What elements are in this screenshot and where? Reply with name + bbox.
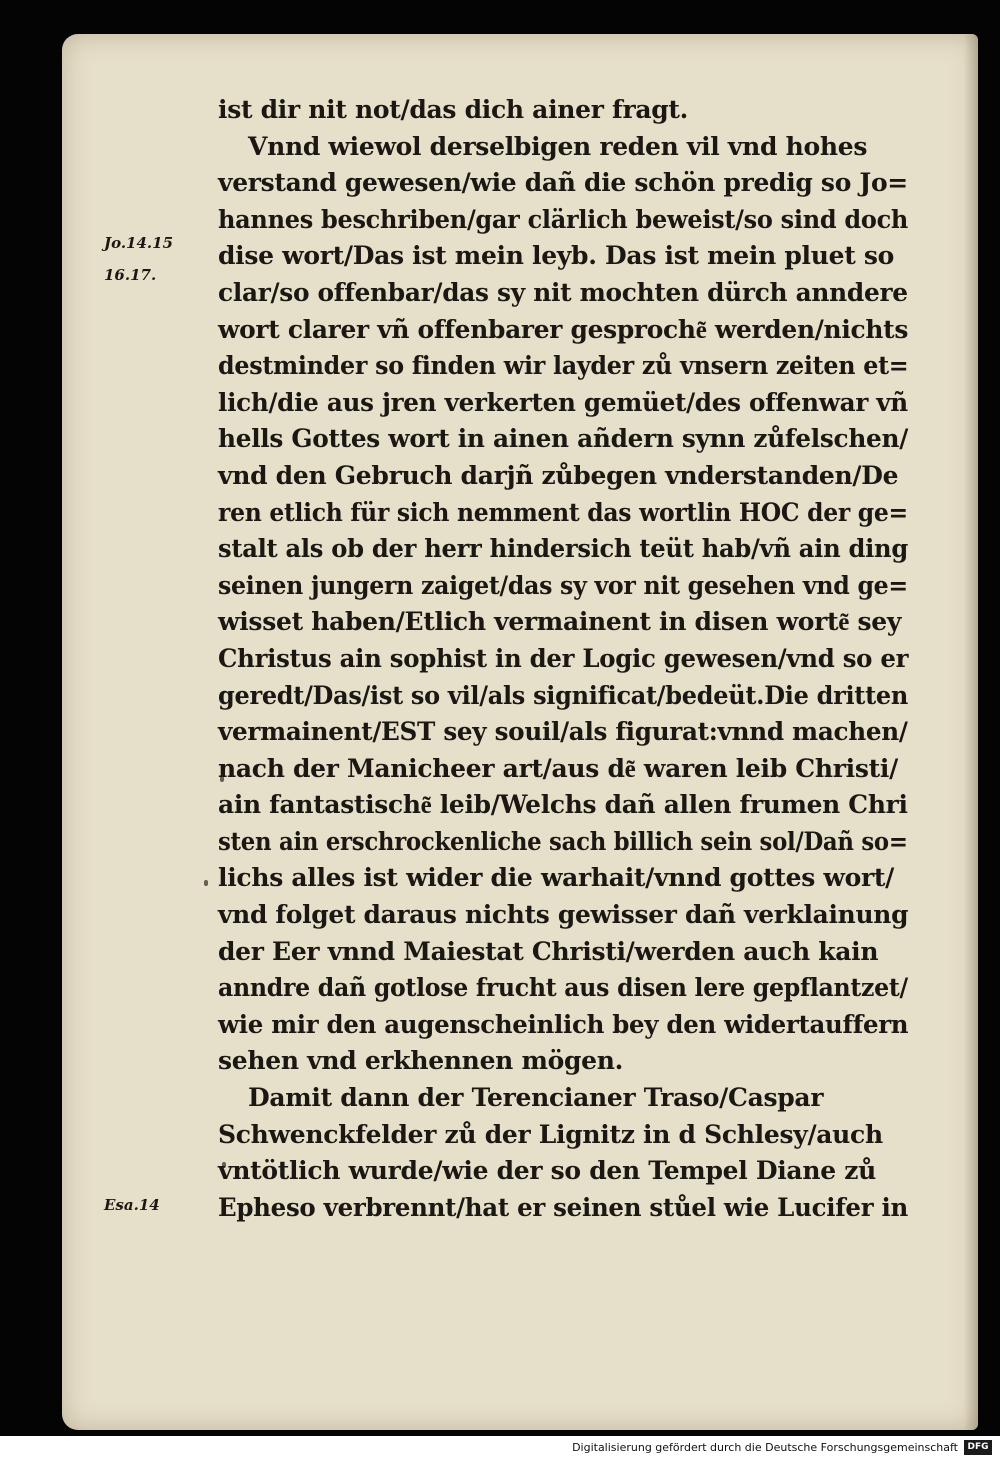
- text-line: lichs alles ist wider die warhait/vnnd gottes wort/: [218, 863, 894, 893]
- text-line: vntötlich wurde/wie der so den Tempel Diane zů: [218, 1156, 876, 1186]
- text-line: sehen vnd erkhennen mögen.: [218, 1046, 624, 1076]
- margin-note-2: 16.17.: [104, 266, 157, 284]
- margin-note-1: Jo.14.15: [104, 234, 174, 252]
- text-line: clar/so offenbar/das sy nit mochten dürch anndere: [218, 277, 908, 307]
- text-line: wort clarer vñ offenbarer gesproche͂ werden/nichts: [218, 314, 909, 344]
- text-line: Damit dann der Terencianer Traso/Caspar: [248, 1083, 824, 1113]
- text-line: ist dir nit not/das dich ainer fragt.: [218, 95, 689, 124]
- text-line: nach der Manicheer art/aus de͂ waren leib Christi/: [218, 753, 898, 783]
- text-line: Christus ain sophist in der Logic gewesen/vnd so er: [218, 643, 909, 673]
- text-line: Schwenckfelder zů der Lignitz in d Schlesy/auch: [218, 1119, 883, 1149]
- text-line: verstand gewesen/wie dañ die schön predig so Jo=: [218, 168, 908, 198]
- text-line: hannes beschriben/gar clärlich beweist/so sind doch: [218, 204, 909, 234]
- text-line: ren etlich für sich nemment das wortlin HOC der ge=: [218, 497, 908, 527]
- text-line: hells Gottes wort in ainen añdern synn zůfelschen/: [218, 424, 908, 454]
- text-line: sten ain erschrockenliche sach billich sein sol/Dañ so=: [218, 826, 908, 856]
- text-line: der Eer vnnd Maiestat Christi/werden auch kain: [218, 936, 879, 966]
- text-line: destminder so finden wir layder zů vnsern zeiten et=: [218, 351, 909, 381]
- text-line: dise wort/Das ist mein leyb. Das ist mein pluet so: [218, 241, 895, 271]
- dfg-logo: DFG: [964, 1440, 992, 1455]
- ink-speck: [204, 880, 208, 886]
- text-line: wie mir den augenscheinlich bey den widertauffern: [218, 1009, 909, 1039]
- footer-bar: [0, 1436, 1000, 1460]
- text-line: ain fantastische͂ leib/Welchs dañ allen frumen Chri: [218, 790, 908, 820]
- text-line: vnd folget daraus nichts gewisser dañ verklainung: [218, 900, 909, 930]
- funding-credit: Digitalisierung gefördert durch die Deutsche Forschungsgemeinschaft: [572, 1441, 958, 1454]
- text-line: Vnnd wiewol derselbigen reden vil vnd hohes: [248, 131, 868, 161]
- text-line: stalt als ob der herr hindersich teüt hab/vñ ain ding: [218, 534, 908, 564]
- text-line: Epheso verbrennt/hat er seinen stůel wie Lucifer in: [218, 1192, 909, 1222]
- page-edge-shadow: [964, 34, 978, 1430]
- text-line: wisset haben/Etlich vermainent in disen worte͂ sey: [218, 607, 902, 637]
- text-line: vnd den Gebruch darjñ zůbegen vnderstanden/De: [218, 460, 899, 490]
- text-line: vermainent/EST sey souil/als figurat:vnnd machen/: [218, 717, 908, 747]
- text-line: seinen jungern zaiget/das sy vor nit gesehen vnd ge=: [218, 570, 908, 600]
- text-line: lich/die aus jren verkerten gemüet/des offenwar vñ: [218, 387, 908, 417]
- text-line: anndre dañ gotlose frucht aus disen lere gepflantzet/: [218, 973, 908, 1003]
- body-text: [218, 92, 908, 1226]
- text-line: geredt/Das/ist so vil/als significat/bedeüt.Die dritten: [218, 680, 908, 710]
- margin-note-3: Esa.14: [104, 1196, 160, 1214]
